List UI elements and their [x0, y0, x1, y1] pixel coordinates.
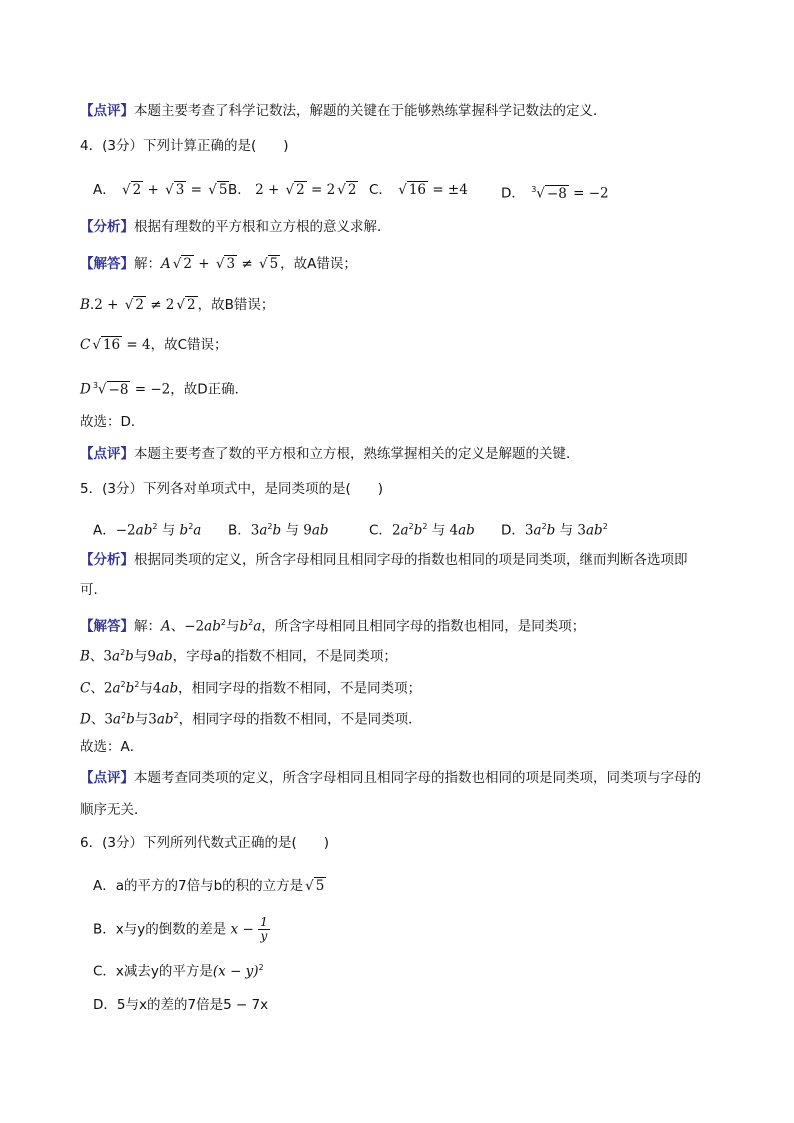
q4-option-c: C． √ 16 = ±4: [369, 182, 468, 198]
comment-label: 【点评】: [80, 103, 134, 119]
solution-label: 【解答】: [80, 256, 134, 272]
q4-analysis: 【分析】根据有理数的平方根和立方根的意义求解．: [80, 219, 391, 235]
q4-option-a: A． √ 2 + √ 3 = √ 5: [93, 182, 228, 198]
q4-stem: 4．(3分）下列计算正确的是( ): [80, 138, 289, 154]
q5-comment: 【点评】本题考查同类项的定义，所含字母相同且相同字母的指数也相同的项是同类项，同类项与字母的: [80, 770, 701, 786]
q5-analysis: 【分析】根据同类项的定义，所含字母相同且相同字母的指数也相同的项是同类项，继而判断各选项即: [80, 552, 688, 568]
q5-option-d: D．$3a^2b$ 与 $3ab^2$: [501, 522, 608, 539]
q5-stem: 5．(3分）下列各对单项式中，是同类项的是( ): [80, 481, 383, 497]
q4-option-d: D． $^3$√ −8 = −2: [501, 185, 609, 202]
q4-solution-a: 【解答】解：A √ 2 + √ 3 ≠ √ 5 ，故A错误；: [80, 256, 357, 272]
q5-option-c: C．$2a^2b^2$ 与 4ab: [369, 522, 475, 539]
q6-option-d: D．5与x的差的7倍是5 − 7x: [93, 997, 269, 1013]
q5-comment-cont: 顺序无关．: [80, 802, 148, 818]
analysis-label: 【分析】: [80, 219, 134, 235]
q5-choice: 故选：A．: [80, 739, 144, 755]
q5-solution-c: C、$2a^2b^2$与4ab，相同字母的指数不相同，不是同类项；: [80, 680, 422, 697]
q5-option-b: B．$3a^2b$ 与 9ab: [228, 522, 329, 539]
q4-solution-c: C √ 16 = 4，故C错误；: [80, 337, 228, 353]
q5-solution-b: B、$3a^2b$与9ab，字母a的指数不相同，不是同类项；: [80, 648, 397, 665]
q4-solution-b: B.2 + √ 2 ≠ 2 √ 2 ，故B错误；: [80, 297, 275, 313]
q5-option-a: A．$-2ab^2$ 与 $b^2a$: [93, 522, 202, 539]
q6-option-c: C．x减去y的平方是$(x - y)^2$: [93, 963, 264, 980]
q5-solution-d: D、$3a^2b$与$3ab^2$，相同字母的指数不相同，不是同类项．: [80, 711, 422, 728]
q4-comment: 【点评】本题主要考查了数的平方根和立方根，熟练掌握相关的定义是解题的关键．: [80, 446, 580, 462]
q4-solution-d: D $^3$√ −8 = −2，故D正确．: [80, 381, 249, 398]
q5-solution-a: 【解答】解：A、$-2ab^2$与$b^2a$，所含字母相同且相同字母的指数也相同，是同类项；: [80, 618, 586, 635]
q4-option-b: B． 2 + √ 2 = 2 √ 2: [228, 182, 357, 198]
q4-choice: 故选：D．: [80, 414, 145, 430]
q6-option-b: B．x与y的倒数的差是 x − $\frac{1}{y}$: [93, 915, 268, 943]
intro-comment: 【点评】本题主要考查了科学记数法，解题的关键在于能够熟练掌握科学记数法的定义．: [80, 103, 607, 119]
q5-analysis-cont: 可．: [80, 582, 107, 598]
q6-stem: 6．(3分）下列所列代数式正确的是( ): [80, 835, 329, 851]
q6-option-a: A．a的平方的7倍与b的积的立方是 √ 5: [93, 878, 325, 894]
